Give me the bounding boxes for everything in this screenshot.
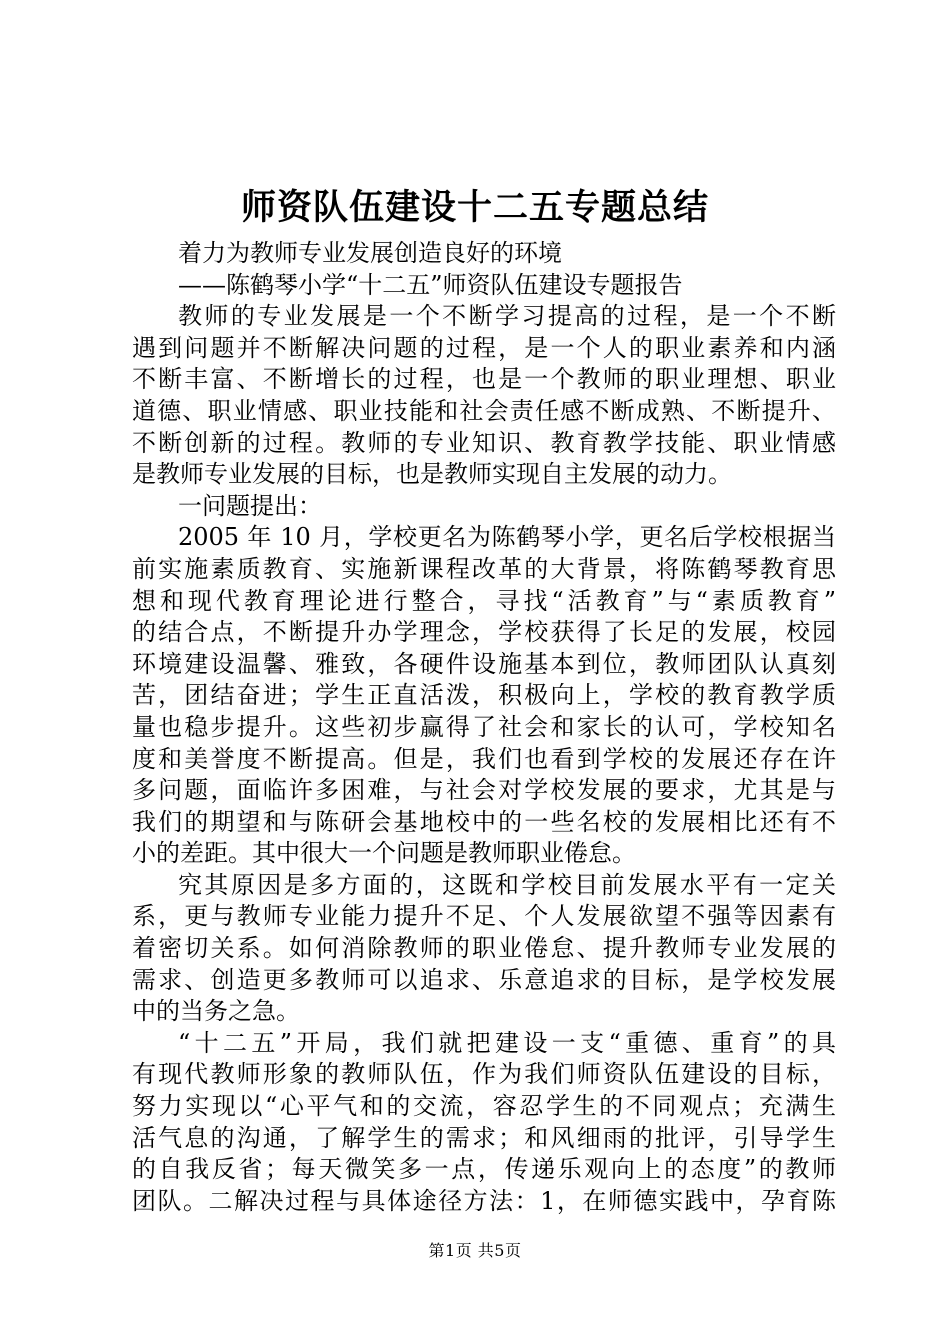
text-line: 努力实现以“心平气和的交流，容忍学生的不同观点；充满生	[132, 1092, 836, 1121]
text-line: 教师的专业发展是一个不断学习提高的过程，是一个不断	[178, 302, 836, 331]
page-footer: 第1页 共5页	[428, 1241, 522, 1260]
text-line: 一问题提出：	[178, 491, 322, 520]
text-line: 道德、职业情感、职业技能和社会责任感不断成熟、不断提升、	[132, 396, 836, 425]
document-body	[132, 238, 836, 1217]
text-line: 想和现代教育理论进行整合，寻找“活教育”与“素质教育”	[132, 586, 836, 615]
text-line: 团队。二解决过程与具体途径方法：1，在师德实践中，孕育陈	[132, 1186, 836, 1215]
text-line: 活气息的沟通，了解学生的需求；和风细雨的批评，引导学生	[132, 1123, 836, 1152]
text-line: 遇到问题并不断解决问题的过程，是一个人的职业素养和内涵	[132, 333, 836, 362]
text-line: 不断丰富、不断增长的过程，也是一个教师的职业理想、职业	[132, 365, 836, 394]
text-line: 的自我反省；每天微笑多一点，传递乐观向上的态度”的教师	[132, 1155, 836, 1184]
text-line: 苦，团结奋进；学生正直活泼，积极向上，学校的教育教学质	[132, 681, 836, 710]
text-line: 环境建设温馨、雅致，各硬件设施基本到位，教师团队认真刻	[132, 649, 836, 678]
text-line: 多问题，面临许多困难，与社会对学校发展的要求，尤其是与	[132, 776, 836, 805]
text-line: 的结合点，不断提升办学理念，学校获得了长足的发展，校园	[132, 618, 836, 647]
text-line: 是教师专业发展的目标，也是教师实现自主发展的动力。	[132, 460, 732, 489]
text-line: “十二五”开局，我们就把建设一支“重德、重育”的具	[178, 1028, 836, 1057]
text-line: 小的差距。其中很大一个问题是教师职业倦怠。	[132, 839, 636, 868]
text-line: 着密切关系。如何消除教师的职业倦怠、提升教师专业发展的	[132, 934, 836, 963]
text-line: 需求、创造更多教师可以追求、乐意追求的目标，是学校发展	[132, 965, 836, 994]
text-line: 中的当务之急。	[132, 997, 300, 1026]
text-line: ——陈鹤琴小学“十二五”师资队伍建设专题报告	[178, 270, 683, 299]
text-line: 不断创新的过程。教师的专业知识、教育教学技能、职业情感	[132, 428, 836, 457]
text-line: 量也稳步提升。这些初步赢得了社会和家长的认可，学校知名	[132, 712, 836, 741]
text-line: 我们的期望和与陈研会基地校中的一些名校的发展相比还有不	[132, 807, 836, 836]
text-line: 2005 年 10 月，学校更名为陈鹤琴小学，更名后学校根据当	[178, 523, 836, 552]
text-line: 系，更与教师专业能力提升不足、个人发展欲望不强等因素有	[132, 902, 836, 931]
document-title: 师资队伍建设十二五专题总结	[240, 188, 709, 228]
text-line: 有现代教师形象的教师队伍，作为我们师资队伍建设的目标，	[132, 1060, 836, 1089]
text-line: 着力为教师专业发展创造良好的环境	[178, 239, 562, 267]
text-line: 度和美誉度不断提高。但是，我们也看到学校的发展还存在许	[132, 744, 836, 773]
text-line: 究其原因是多方面的，这既和学校目前发展水平有一定关	[178, 870, 836, 899]
text-line: 前实施素质教育、实施新课程改革的大背景，将陈鹤琴教育思	[132, 554, 836, 583]
